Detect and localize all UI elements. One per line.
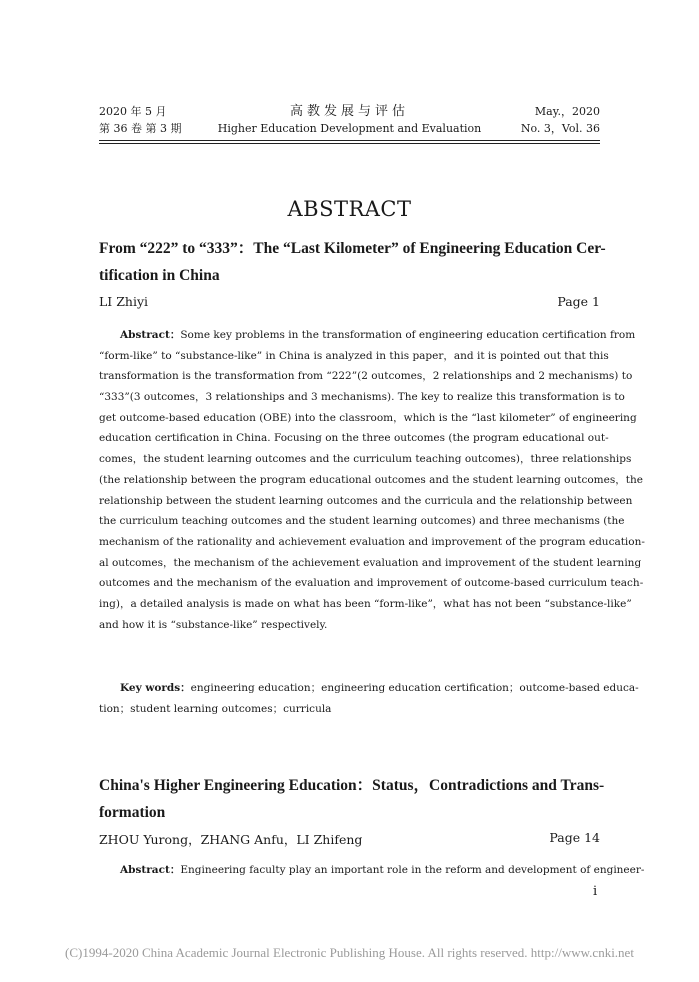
journal-header [99, 103, 600, 137]
article-page: Page 1 [557, 294, 600, 309]
abstract-label: Abstract： [120, 329, 181, 341]
header-rule-thin [99, 143, 600, 144]
abstract-text: Engineering faculty play an important role in the reform and development of engineer- [180, 864, 645, 876]
article-page: Page 14 [549, 830, 600, 845]
article-title-line: China's Higher Engineering Education：Status，Contradictions and Trans- [99, 777, 605, 794]
keywords-line: tion；student learning outcomes；curricula [99, 702, 332, 715]
abstract-line: education certification in China. Focusing on the three outcomes (the program educational out- [99, 432, 609, 445]
abstract-line: “333”(3 outcomes，3 relationships and 3 mechanisms). The key to realize this transformation is to [99, 391, 625, 404]
article-title-line: From “222” to “333”：The “Last Kilometer” of Engineering Education Cer- [99, 240, 606, 257]
copyright-footer: (C)1994-2020 China Academic Journal Electronic Publishing House. All rights reserved. http://www.cnki.net [65, 945, 634, 960]
abstract-paragraph [99, 325, 645, 635]
abstract-line: “form-like” to “substance-like” in China is analyzed in this paper，and it is pointed out that this [99, 349, 609, 362]
abstract-line: (the relationship between the program educational outcomes and the student learning outcomes，the [99, 473, 643, 486]
header-left-line2: 第 36 卷 第 3 期 [99, 122, 182, 135]
abstract-line: comes，the student learning outcomes and the curriculum teaching outcomes)，three relationships [99, 453, 632, 466]
header-left-line1: 2020 年 5 月 [99, 105, 167, 118]
keywords-label: Key words： [120, 682, 191, 694]
abstract-line: ing)，a detailed analysis is made on what has been “form-like”，what has not been “substance-like” [99, 597, 632, 610]
abstract-line: mechanism of the rationality and achievement evaluation and improvement of the program education- [99, 535, 645, 548]
keywords-line [99, 678, 639, 699]
article-title-line: tification in China [99, 267, 220, 284]
abstract-text: Some key problems in the transformation of engineering education certification from [180, 329, 636, 341]
article-authors: ZHOU Yurong，ZHANG Anfu，LI Zhifeng [99, 832, 363, 847]
abstract-line: al outcomes，the mechanism of the achievement evaluation and improvement of the student learning [99, 556, 642, 569]
keywords-paragraph [99, 678, 639, 719]
section-title: ABSTRACT [287, 197, 412, 221]
keywords-text: engineering education；engineering education certification；outcome-based educa- [190, 682, 639, 694]
article-meta [99, 294, 600, 312]
header-right-line1: May.，2020 [534, 105, 600, 118]
header-rule [99, 140, 600, 141]
abstract-line: the curriculum teaching outcomes and the student learning outcomes) and three mechanisms (the [99, 515, 625, 528]
article-authors: LI Zhiyi [99, 294, 149, 309]
article-title [99, 772, 605, 826]
page-number: i [593, 884, 598, 899]
journal-title-cn: 高教发展与评估 [289, 104, 409, 119]
header-right-line2: No. 3，Vol. 36 [520, 122, 600, 135]
abstract-line: relationship between the student learning outcomes and the curricula and the relationship between [99, 494, 633, 507]
abstract-line [99, 860, 645, 881]
abstract-line [99, 325, 636, 346]
journal-title-en: Higher Education Development and Evaluation [217, 122, 482, 135]
abstract-line: transformation is the transformation from “222”(2 outcomes，2 relationships and 2 mechanisms) to [99, 370, 633, 383]
abstract-paragraph [99, 860, 645, 881]
article-title [99, 235, 606, 289]
abstract-label: Abstract： [120, 864, 181, 876]
abstract-line: get outcome-based education (OBE) into the classroom，which is the “last kilometer” of engineering [99, 411, 637, 424]
article-meta [99, 830, 600, 848]
article-title-line: formation [99, 804, 166, 821]
issue-date-en [521, 103, 600, 137]
abstract-line: outcomes and the mechanism of the evaluation and improvement of outcome-based curriculum teach- [99, 577, 644, 590]
abstract-line: and how it is “substance-like” respectively. [99, 618, 328, 631]
